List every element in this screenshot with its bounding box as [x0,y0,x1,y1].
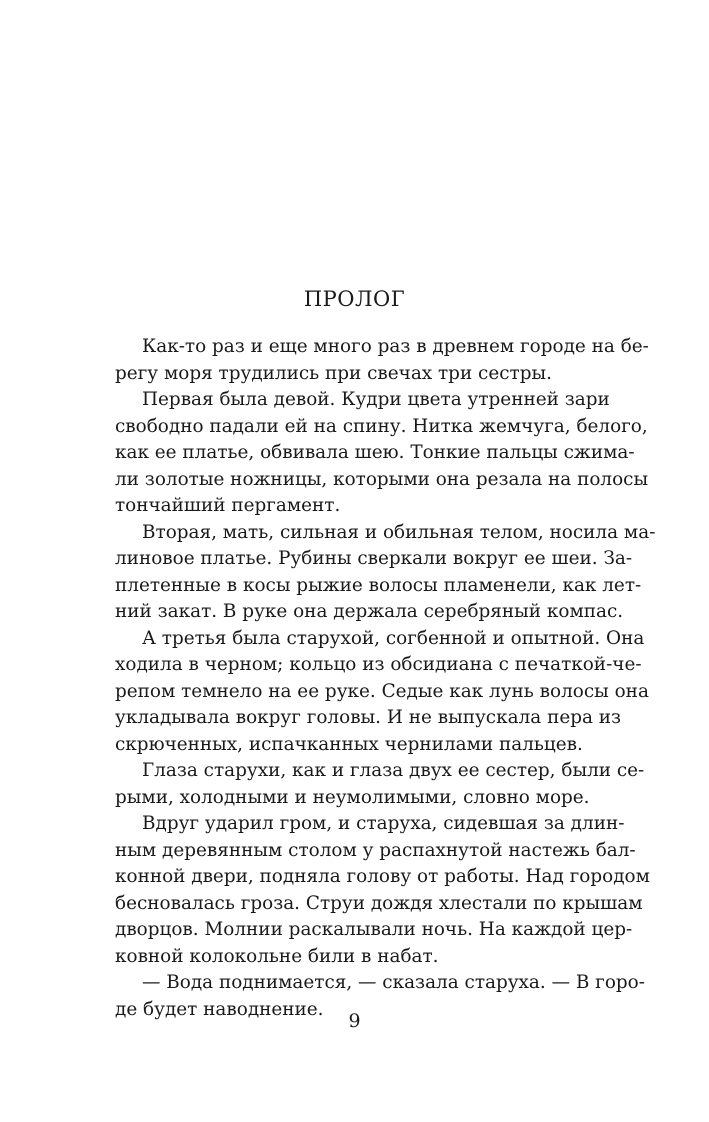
text-line: Глаза старухи, как и глаза двух ее сестер, были се- [142,760,645,781]
text-line: регу моря трудились при свечах три сестры. [115,362,552,384]
text-line: — Вода поднимается, — сказала старуха. — В горо- [142,972,645,993]
text-line: свободно падали ей на спину. Нитка жемчуга, белого, [115,415,648,437]
text-line: Вдруг ударил гром, и старуха, сидевшая за длин- [142,813,625,834]
text-line: рыми, холодными и неумолимыми, словно море. [115,786,590,808]
text-line: плетенные в косы рыжие волосы пламенели, как лет- [115,574,642,596]
text-line: Вторая, мать, сильная и обильная телом, носила ма- [142,521,656,543]
text-line: ковной колокольне били в набат. [115,945,439,967]
paragraph [115,758,645,811]
text-line: ний закат. В руке она держала серебряный компас. [115,601,624,622]
text-line: тончайший пергамент. [115,495,341,516]
paragraph [115,387,649,520]
paragraph [115,626,649,759]
text-line: дворцов. Молнии раскалывали ночь. На каждой цер- [115,919,633,940]
paragraph [115,520,656,626]
text-line: конной двери, подняла голову от работы. Над городом [115,866,650,887]
paragraph [115,811,650,970]
text-line: ходила в черном; кольцо из обсидиана с печаткой-че- [115,654,642,675]
text-line: укладывала вокруг головы. И не выпускала пера из [115,707,622,728]
text-line: Как-то раз и еще много раз в древнем городе на бе- [142,336,649,357]
text-line: бесновалась гроза. Струи дождя хлестали по крышам [115,892,643,914]
text-line: репом темнело на ее руке. Седые как лунь волосы она [115,680,649,702]
chapter-title: ПРОЛОГ [303,287,406,311]
text-line: как ее платье, обвивала шею. Тонкие пальцы сжима- [115,442,635,463]
page-number: 9 [348,1010,361,1032]
text-line: скрюченных, испачканных чернилами пальцев. [115,733,583,755]
text-line: Первая была девой. Кудри цвета утренней зари [142,389,610,410]
text-line: А третья была старухой, согбенной и опытной. Она [142,627,645,649]
text-line: ным деревянным столом у распахнутой настежь бал- [115,839,636,861]
text-line: ли золотые ножницы, которыми она резала на полосы [115,468,649,490]
body-text [115,334,656,1023]
paragraph [115,334,649,387]
text-line: де будет наводнение. [115,998,324,1020]
text-line: линовое платье. Рубины сверкали вокруг ее шеи. За- [115,548,633,569]
